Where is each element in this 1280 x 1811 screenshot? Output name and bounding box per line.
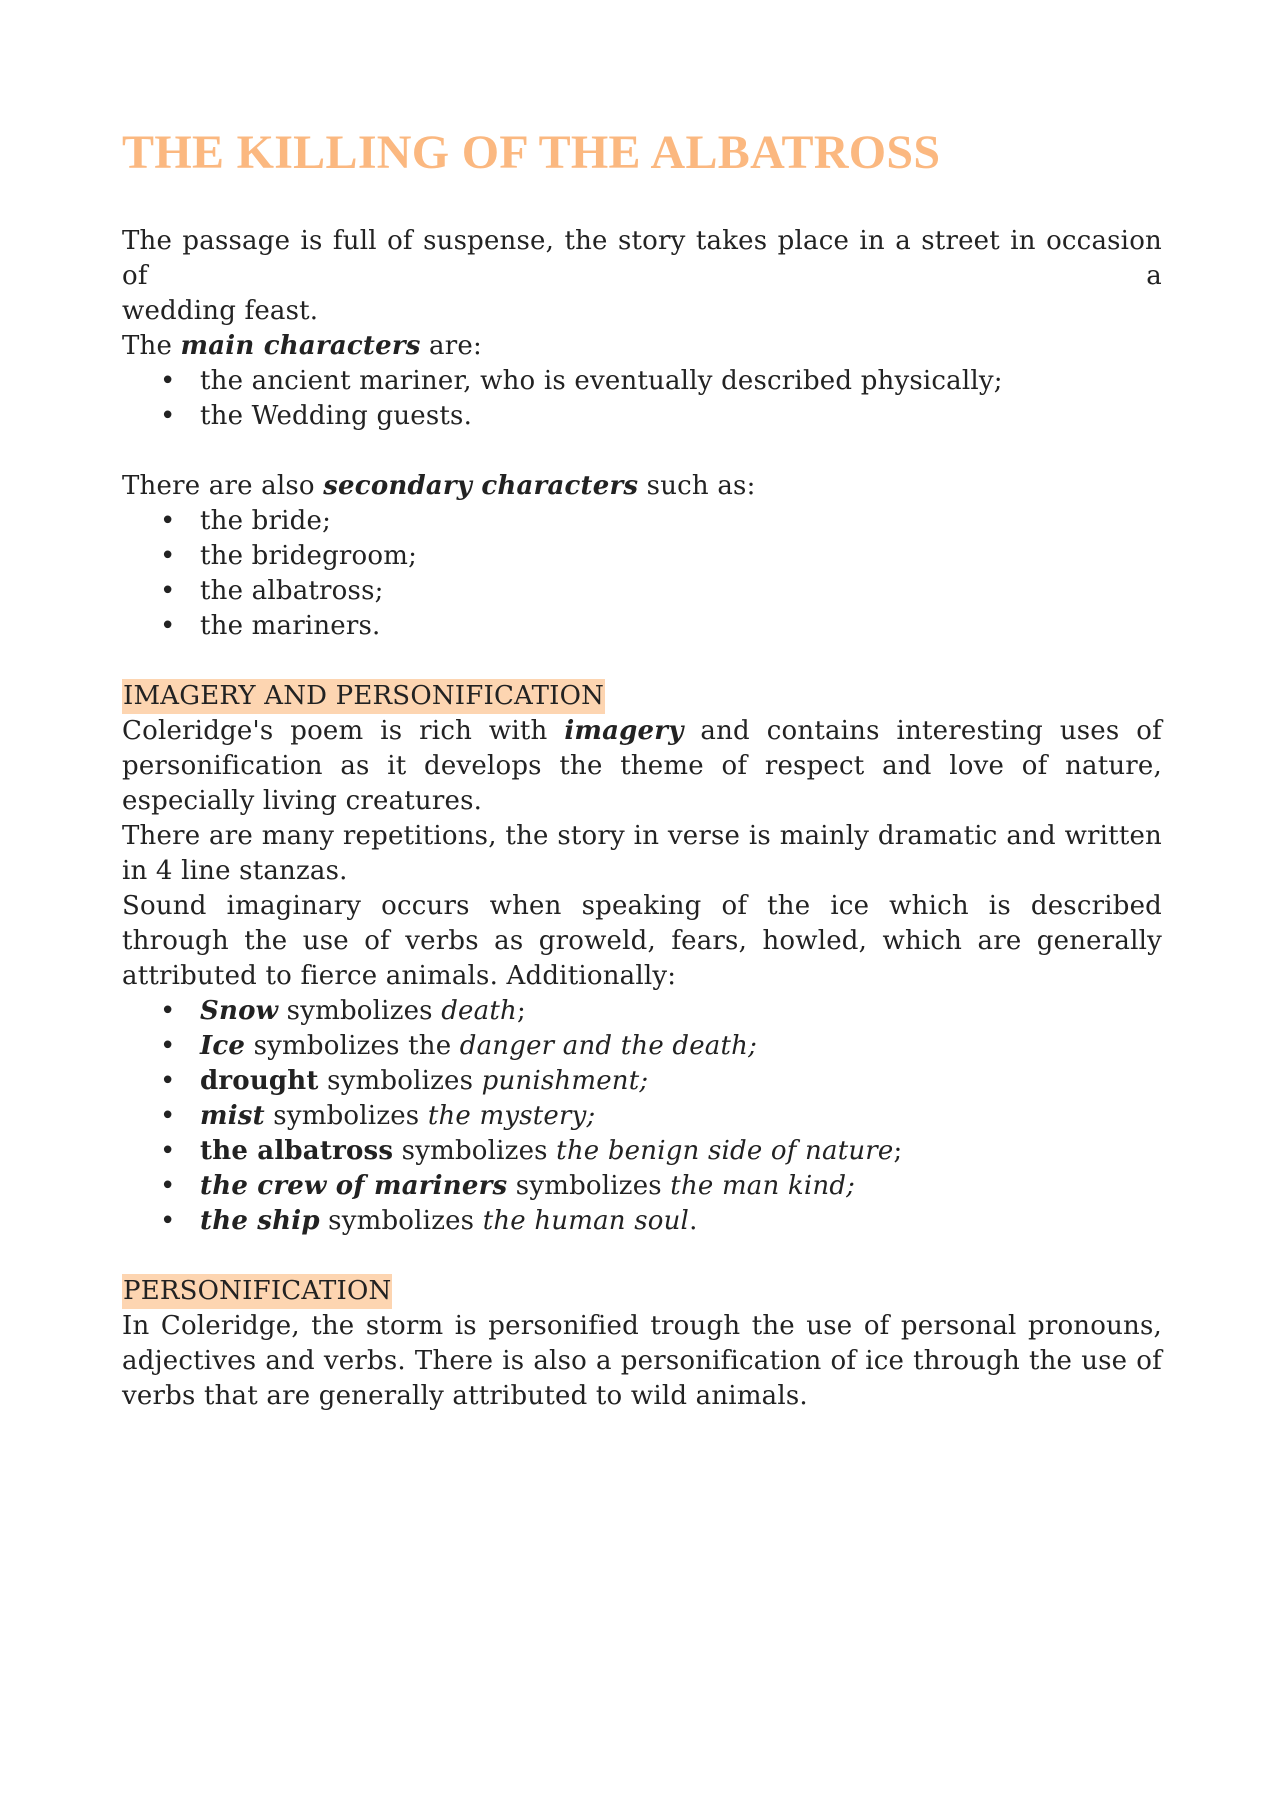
imagery-emphasis: imagery	[564, 716, 684, 746]
symbol-verb: symbolizes	[393, 1136, 557, 1166]
list-item	[122, 1134, 1162, 1169]
personification-paragraph: In Coleridge, the storm is personified trough the use of personal pronouns, adjectives and verbs. There is also a personification of ice through the use of verbs that are generally attributed to wild animals.	[122, 1311, 1162, 1411]
list-item	[122, 1099, 1162, 1134]
imagery-p1-post: and contains interesting uses of personification as it develops the theme of respect and love of nature, especially living creatures.	[122, 716, 1162, 816]
bullet-icon: •	[160, 1066, 176, 1096]
bullet-icon: •	[160, 1136, 176, 1166]
spacer	[122, 434, 1162, 469]
intro-line-2: wedding feast.	[122, 296, 319, 326]
bullet-icon: •	[160, 506, 176, 536]
list-item	[122, 364, 1162, 399]
symbol-verb: symbolizes	[318, 1066, 482, 1096]
symbol-term: drought	[200, 1066, 319, 1096]
list-item-text: the ancient mariner, who is eventually described physically;	[200, 366, 1003, 396]
symbol-term: Ice	[200, 1031, 246, 1061]
imagery-paragraph-2: There are many repetitions, the story in verse is mainly dramatic and written in 4 line stanzas.	[122, 821, 1162, 886]
document-page	[122, 118, 1162, 1414]
main-characters-intro	[122, 329, 1162, 364]
symbol-verb: symbolizes the	[245, 1031, 460, 1061]
symbol-meaning: the human soul	[482, 1206, 690, 1236]
bullet-icon: •	[160, 996, 176, 1026]
symbol-meaning: the benign side of nature	[556, 1136, 894, 1166]
symbol-term: Snow	[200, 996, 279, 1026]
imagery-section-heading: IMAGERY AND PERSONIFICATION	[122, 679, 605, 714]
spacer	[122, 1239, 1162, 1274]
bullet-icon: •	[160, 1206, 176, 1236]
symbol-term: the albatross	[200, 1136, 394, 1166]
symbol-end: ;	[893, 1136, 903, 1166]
list-item-text: the bridegroom;	[200, 541, 418, 571]
imagery-heading-line	[122, 679, 1162, 714]
personification-heading-line	[122, 1274, 1162, 1309]
symbol-meaning: punishment;	[481, 1066, 649, 1096]
main-characters-emphasis: main characters	[180, 331, 421, 361]
bullet-icon: •	[160, 1101, 176, 1131]
bullet-icon: •	[160, 611, 176, 641]
list-item	[122, 539, 1162, 574]
main-pre: The	[122, 331, 181, 361]
list-item	[122, 1169, 1162, 1204]
list-item-text: the Wedding guests.	[200, 401, 473, 431]
list-item-text: the mariners.	[200, 611, 381, 641]
bullet-icon: •	[160, 401, 176, 431]
secondary-characters-emphasis: secondary characters	[323, 471, 639, 501]
list-item	[122, 1029, 1162, 1064]
symbol-term: the ship	[200, 1206, 320, 1236]
bullet-icon: •	[160, 1031, 176, 1061]
list-item	[122, 1204, 1162, 1239]
list-item-text: the bride;	[200, 506, 332, 536]
secondary-pre: There are also	[122, 471, 324, 501]
list-item	[122, 574, 1162, 609]
list-item	[122, 994, 1162, 1029]
secondary-characters-intro	[122, 469, 1162, 504]
symbols-list	[122, 994, 1162, 1239]
symbol-meaning: the man kind;	[670, 1171, 856, 1201]
main-characters-list	[122, 364, 1162, 434]
symbol-verb: symbolizes	[507, 1171, 671, 1201]
list-item-text: the albatross;	[200, 576, 384, 606]
secondary-characters-list	[122, 504, 1162, 644]
bullet-icon: •	[160, 1171, 176, 1201]
bullet-icon: •	[160, 541, 176, 571]
symbol-term: the crew of mariners	[200, 1171, 508, 1201]
spacer	[122, 644, 1162, 679]
intro-line-1: The passage is full of suspense, the story takes place in a street in occasion of a	[122, 226, 1162, 291]
secondary-post: such as:	[638, 471, 756, 501]
main-post: are:	[420, 331, 482, 361]
bullet-icon: •	[160, 366, 176, 396]
imagery-paragraph-1	[122, 714, 1162, 819]
symbol-meaning: danger and the death;	[459, 1031, 758, 1061]
document-title: THE KILLING OF THE ALBATROSS	[122, 126, 941, 179]
list-item	[122, 1064, 1162, 1099]
symbol-meaning: death	[441, 996, 517, 1026]
personification-section-heading: PERSONIFICATION	[122, 1274, 392, 1309]
list-item	[122, 399, 1162, 434]
symbol-verb: symbolizes	[278, 996, 442, 1026]
symbol-meaning: the mystery;	[427, 1101, 596, 1131]
imagery-paragraph-3: Sound imaginary occurs when speaking of the ice which is described through the use of verbs as groweld, fears, howled, which are generally attributed to fierce animals. Additionally:	[122, 891, 1162, 991]
symbol-end: ;	[516, 996, 526, 1026]
bullet-icon: •	[160, 576, 176, 606]
symbol-end: .	[689, 1206, 698, 1236]
imagery-p1-pre: Coleridge's poem is rich with	[122, 716, 565, 746]
symbol-term: mist	[200, 1101, 265, 1131]
symbol-verb: symbolizes	[319, 1206, 483, 1236]
list-item	[122, 504, 1162, 539]
symbol-verb: symbolizes	[264, 1101, 428, 1131]
list-item	[122, 609, 1162, 644]
